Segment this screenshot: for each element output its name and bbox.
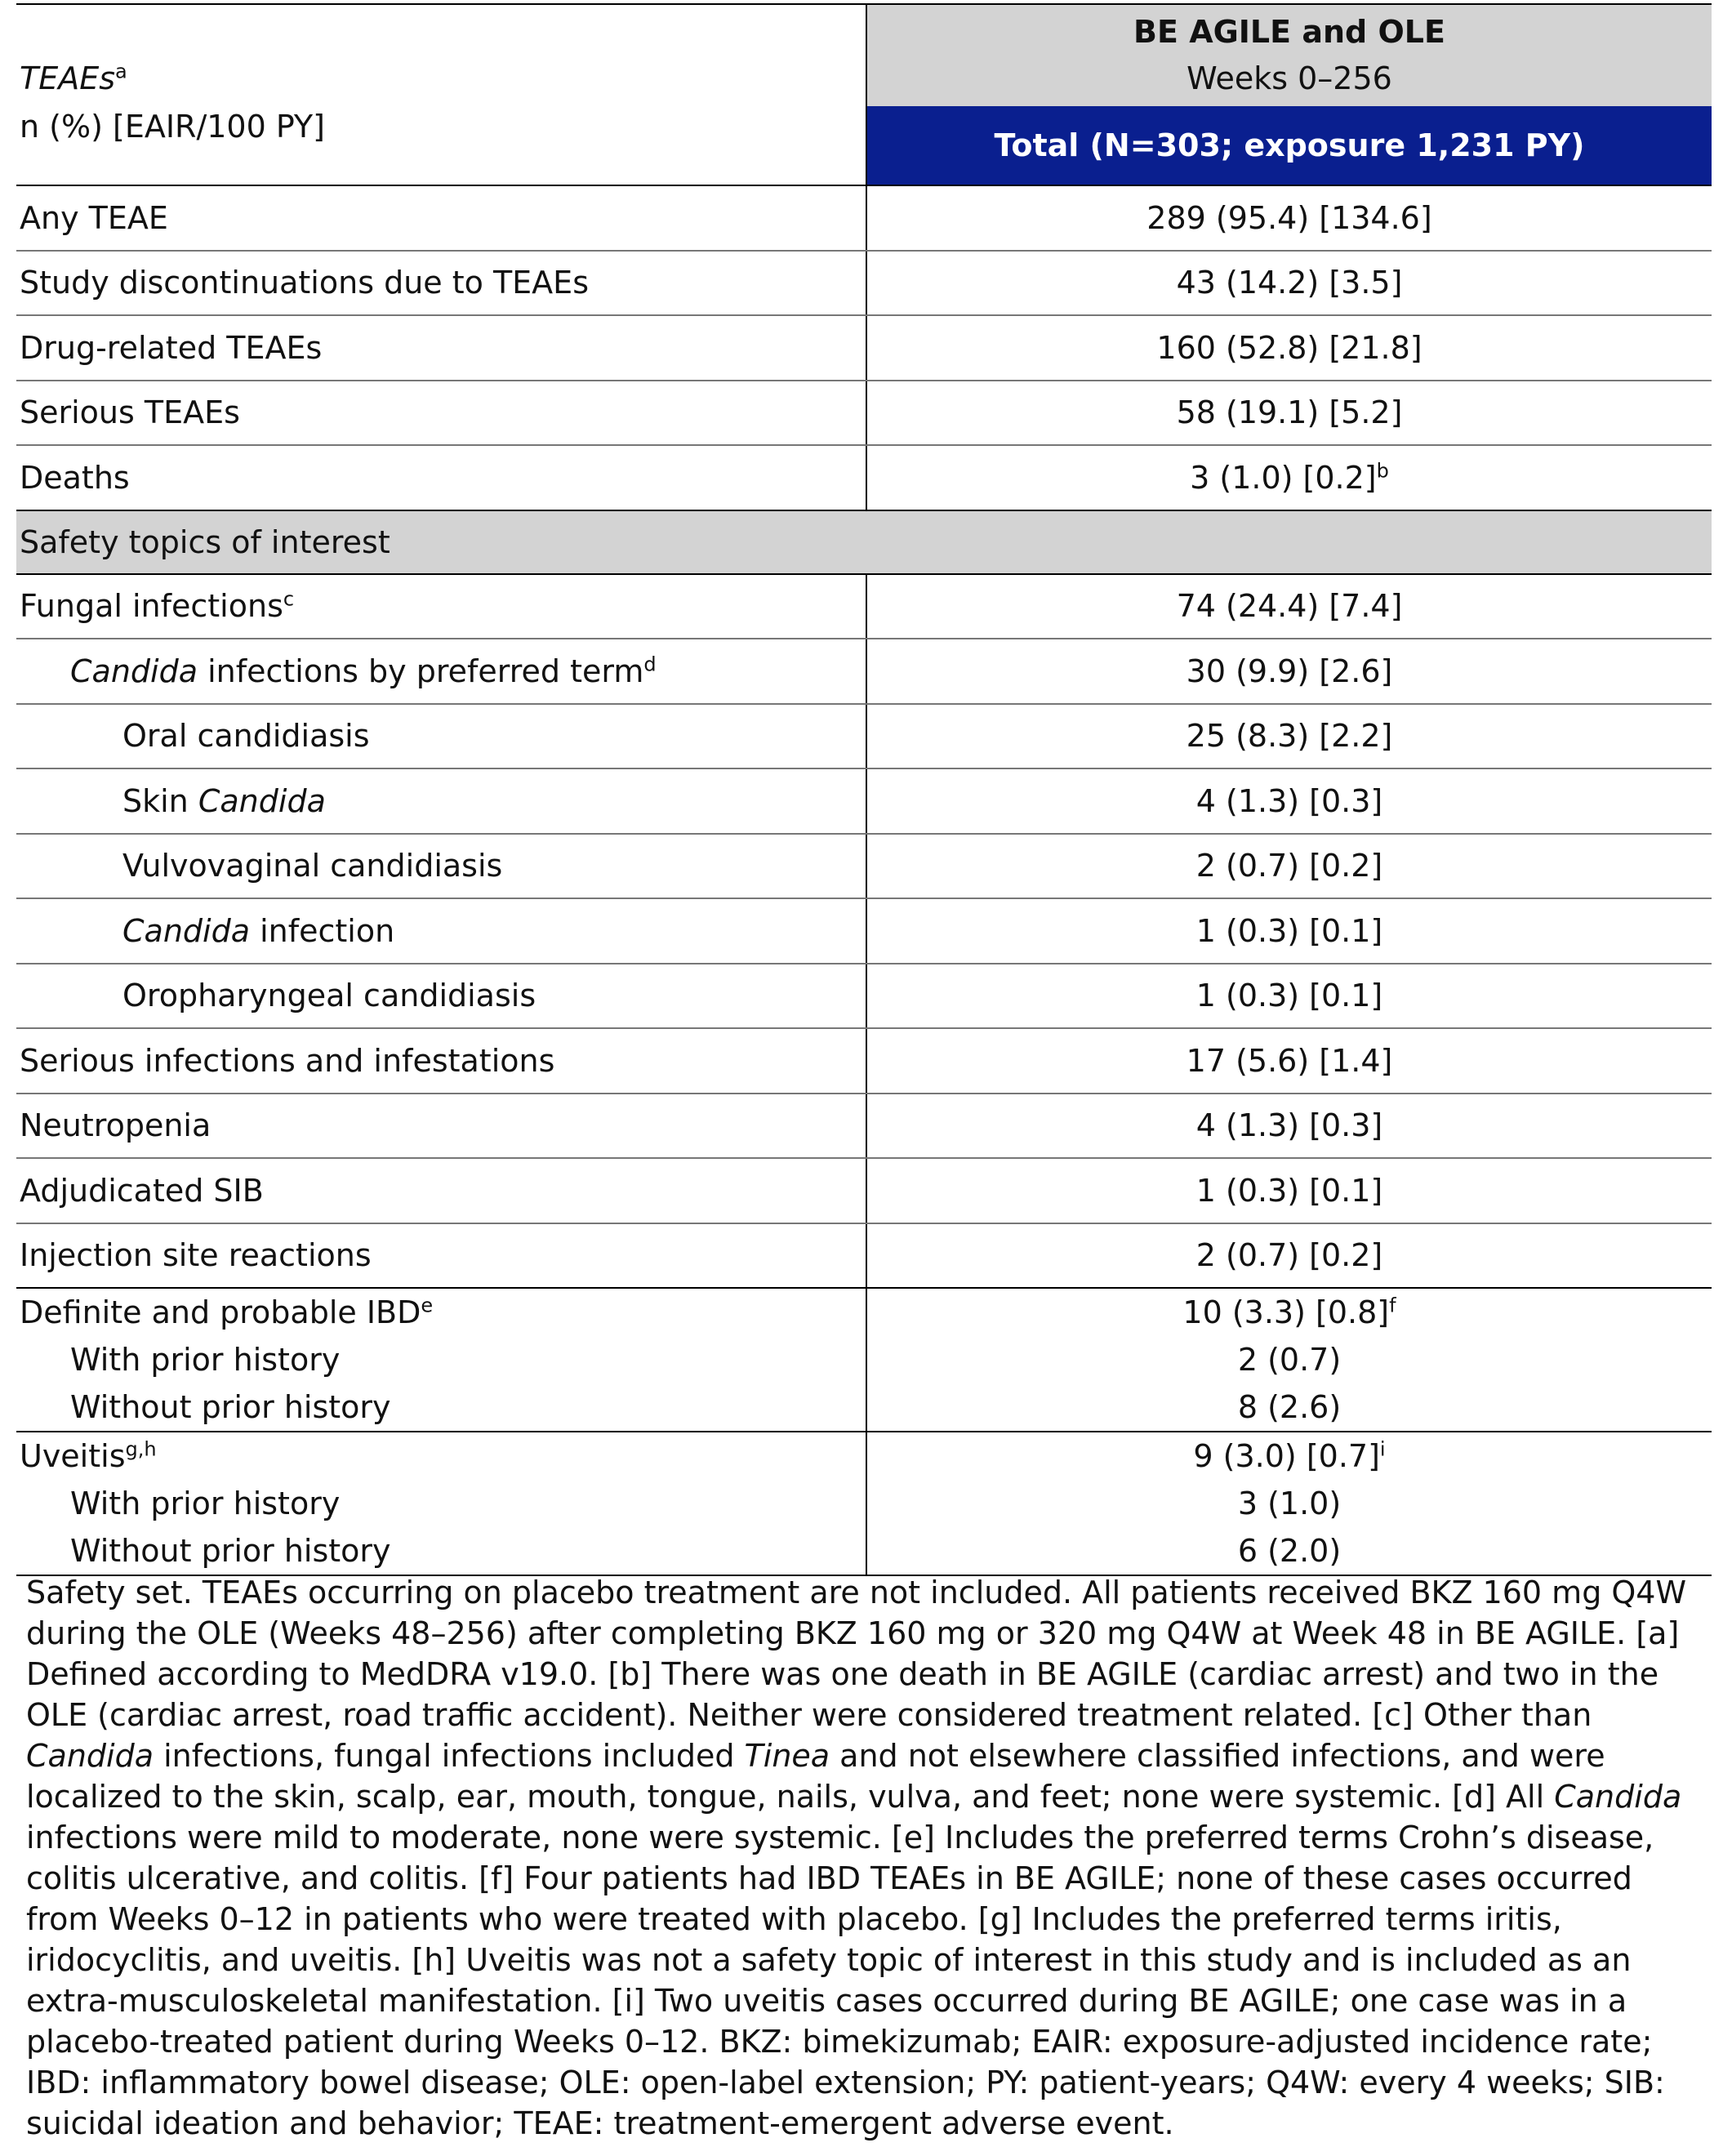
table-row [16,445,1712,510]
row-label: Serious TEAEs [16,381,866,446]
row-label: Drug-related TEAEs [16,315,866,381]
row-label: Candida infection [16,898,866,964]
row-label: Skin Candida [16,768,866,834]
row-label: Neutropenia [16,1094,866,1159]
row-label: Oral candidiasis [16,704,866,769]
row-value: 160 (52.8) [21.8] [866,315,1712,381]
row-label: Uveitis$^{g,h}$ [20,1437,157,1474]
row-value: 10 (3.3) $[0.8]^f$ [866,1288,1712,1336]
row-value: 2 (0.7) [866,1336,1712,1383]
row-label: Deaths [16,445,866,510]
row-label: With prior history [70,1342,341,1378]
row-label: Serious infections and infestations [16,1028,866,1094]
table-row [16,315,1712,381]
table-row [16,1432,1712,1480]
row-value: 3 (1.0) $[0.2]^b$ [866,445,1712,510]
footnote-marker: a [115,60,127,83]
section-title: Safety topics of interest [16,510,1712,574]
section-header-row [16,510,1712,574]
row-value: 1 (0.3) [0.1] [866,964,1712,1029]
table-row [16,1223,1712,1289]
row-value: 8 (2.6) [866,1383,1712,1432]
header-left-cell [16,4,866,185]
row-value: 9 (3.0) $[0.7]^i$ [866,1432,1712,1480]
row-value: 17 (5.6) [1.4] [866,1028,1712,1094]
row-value: 58 (19.1) [5.2] [866,381,1712,446]
table-row [16,1383,1712,1432]
row-value: 2 (0.7) [0.2] [866,834,1712,899]
table-footnote [26,1572,1704,2144]
row-label: Candida infections by preferred term$^d$ [16,639,866,704]
table-row [16,1094,1712,1159]
row-label: Injection site reactions [16,1223,866,1289]
table-row [16,898,1712,964]
row-label: Definite and probable IBD$^e$ [20,1294,434,1330]
row-label: Without prior history [16,1383,866,1432]
table-row [16,1288,1712,1336]
table-row [16,251,1712,316]
row-value: 6 (2.0) [866,1527,1712,1575]
row-label: Vulvovaginal candidiasis [16,834,866,899]
header-study-cell [866,4,1712,106]
table-row [16,574,1712,639]
table-row [16,1336,1712,1383]
row-value: 1 (0.3) [0.1] [866,1158,1712,1223]
row-label: Adjudicated SIB [16,1158,866,1223]
row-value: 43 (14.2) [3.5] [866,251,1712,316]
table-row [16,1028,1712,1094]
teae-table [16,3,1712,1576]
row-value: 74 (24.4) [7.4] [866,574,1712,639]
header-weeks: Weeks 0–256 [1187,60,1392,96]
row-label: Fungal infections$^c$ [16,574,866,639]
table-row [16,1527,1712,1575]
row-value: 25 (8.3) [2.2] [866,704,1712,769]
table-row [16,768,1712,834]
row-label: Study discontinuations due to TEAEs [16,251,866,316]
table-row [16,381,1712,446]
header-study-title: BE AGILE and OLE [1133,14,1445,50]
header-total-cell: Total (N=303; exposure 1,231 PY) [866,106,1712,185]
row-label: Without prior history [16,1527,866,1575]
row-value: 1 (0.3) [0.1] [866,898,1712,964]
table-row [16,834,1712,899]
teae-table-container [16,3,1707,1576]
row-value: 2 (0.7) [0.2] [866,1223,1712,1289]
row-label: Oropharyngeal candidiasis [16,964,866,1029]
row-value: 30 (9.9) [2.6] [866,639,1712,704]
table-row [16,964,1712,1029]
row-label: Any TEAE [16,185,866,251]
table-row [16,1158,1712,1223]
row-label: With prior history [70,1486,341,1521]
table-row [16,704,1712,769]
table-row [16,185,1712,251]
row-value: 4 (1.3) [0.3] [866,768,1712,834]
table-row [16,1480,1712,1527]
row-value: 3 (1.0) [866,1480,1712,1527]
footnote-text: Safety set. TEAEs occurring on placebo treatment are not included. All patients received BKZ 160 mg Q4W during the OLE (Weeks 48–256) after completing BKZ 160 mg or 320 mg Q4W at Week 48 in BE AGILE. [a] Defined according to MedDRA v19.0. [b] There was one death in BE AGILE (cardiac arrest) and two in the OLE (cardiac arrest, road traffic accident). Neither were considered treatment related. [c] Other than Candida infections, fungal infections included Tinea and not elsewhere classified infections, and were localized to the skin, scalp, ear, mouth, tongue, nails, vulva, and feet; none were systemic. [d] All Candida infections were mild to moderate, none were systemic. [e] Includes the preferred terms Crohn’s disease, colitis ulcerative, and colitis. [f] Four patients had IBD TEAEs in BE AGILE; none of these cases occurred from Weeks 0–12 in patients who were treated with placebo. [g] Includes the preferred terms iritis, iridocyclitis, and uveitis. [h] Uveitis was not a safety topic of interest in this study and is included as an extra-musculoskeletal manifestation. [i] Two uveitis cases occurred during BE AGILE; one case was in a placebo-treated patient during Weeks 0–12. BKZ: bimekizumab; EAIR: exposure-adjusted incidence rate; IBD: inflammatory bowel disease; OLE: open-label extension; PY: patient-years; Q4W: every 4 weeks; SIB: suicidal ideation and behavior; TEAE: treatment-emergent adverse event. [26,1575,1687,2141]
table-row [16,639,1712,704]
row-value: 4 (1.3) [0.3] [866,1094,1712,1159]
header-teaes-label: TEAEs [20,60,116,97]
header-units-label: n (%) [EAIR/100 PY] [20,109,325,145]
row-value: 289 (95.4) [134.6] [866,185,1712,251]
